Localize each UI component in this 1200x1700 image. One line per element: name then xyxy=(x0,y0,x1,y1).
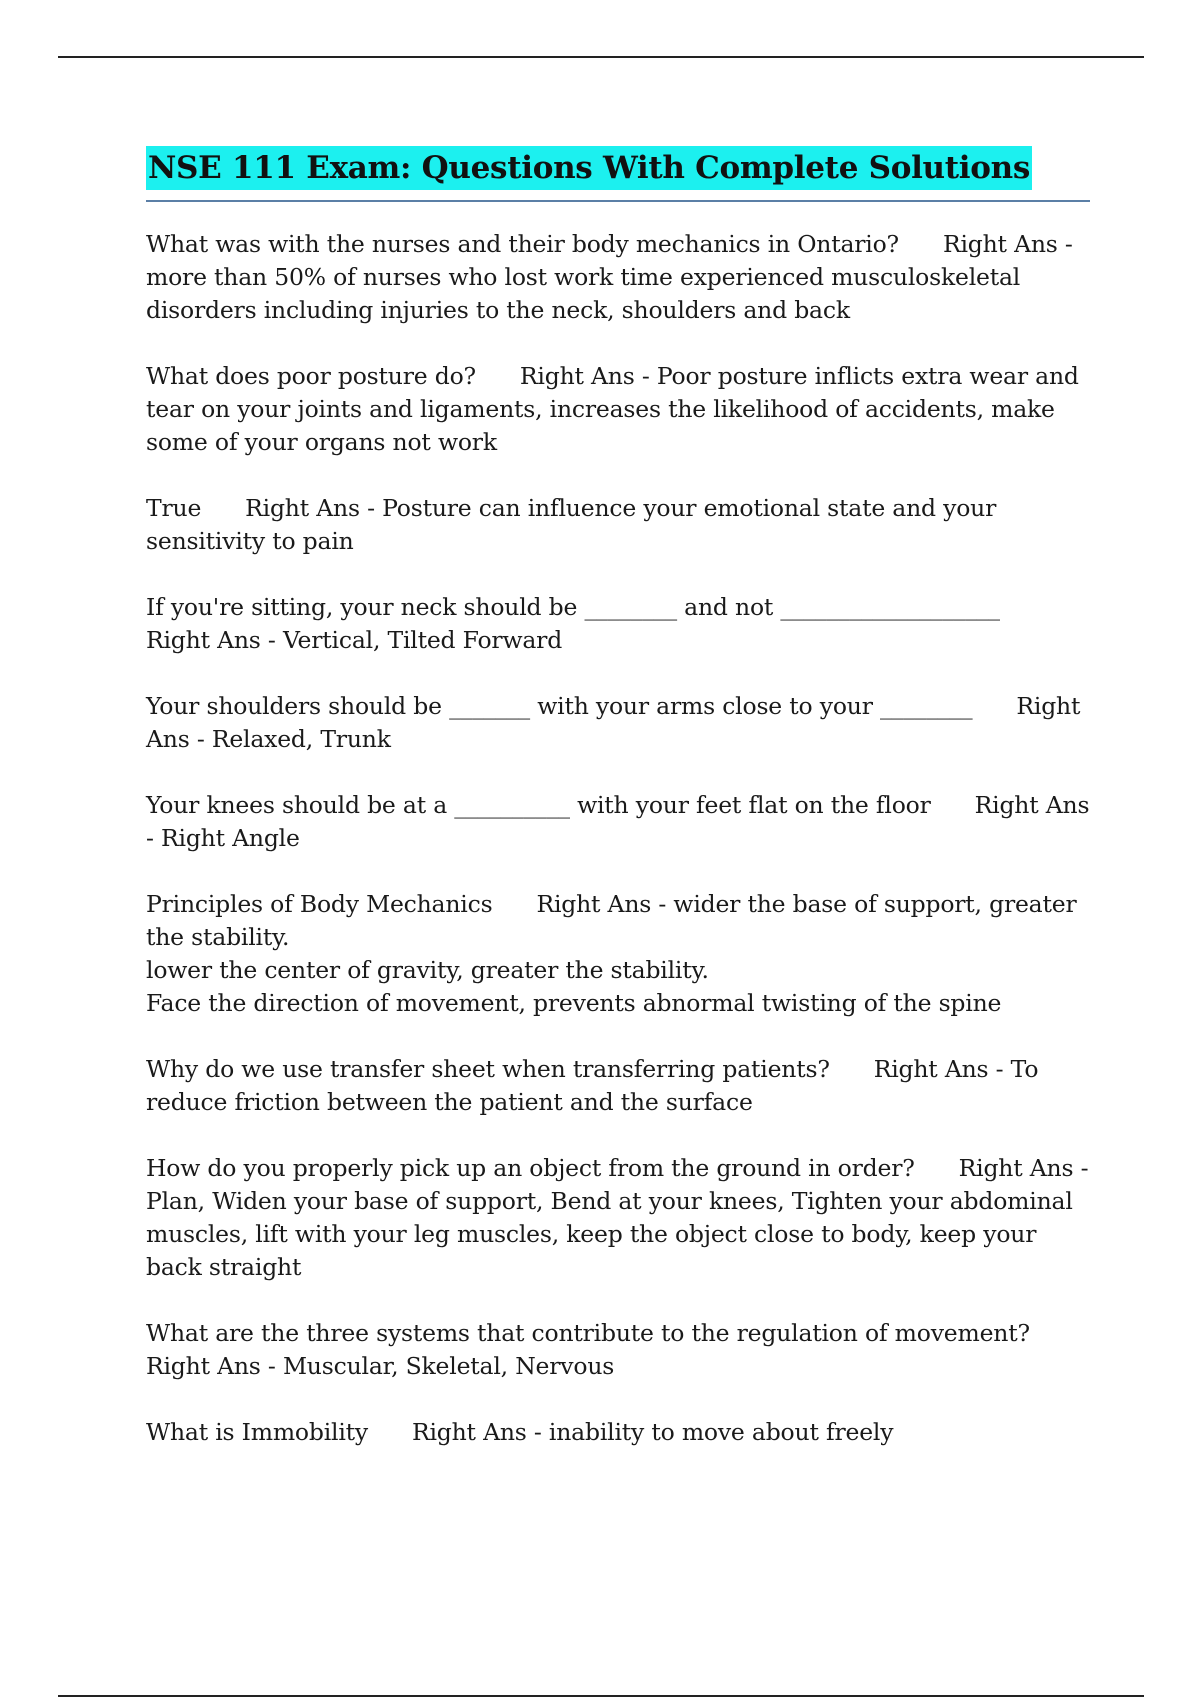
top-rule xyxy=(58,56,1144,58)
qa-item xyxy=(146,888,1090,1020)
answer-text: Right Ans - Right Angle xyxy=(146,791,1090,852)
answer-text: Right Ans - inability to move about freely xyxy=(411,1418,894,1446)
question-text: Why do we use transfer sheet when transferring patients? xyxy=(146,1055,830,1083)
answer-text: Right Ans - Poor posture inflicts extra wear and tear on your joints and ligaments, increases the likelihood of accidents, make some of your organs not work xyxy=(146,362,1079,456)
question-text: What is Immobility xyxy=(146,1418,368,1446)
answer-text: Right Ans - Vertical, Tilted Forward xyxy=(146,626,563,654)
question-text: Your shoulders should be _______ with your arms close to your ________ xyxy=(146,692,973,720)
question-text: What are the three systems that contribute to the regulation of movement? xyxy=(146,1319,1030,1347)
document-body xyxy=(146,146,1090,1482)
answer-continuation: Face the direction of movement, prevents abnormal twisting of the spine xyxy=(146,989,1002,1017)
question-text: True xyxy=(146,494,202,522)
qa-item xyxy=(146,1416,1090,1449)
qa-item xyxy=(146,591,1090,657)
question-text: Your knees should be at a __________ with your feet flat on the floor xyxy=(146,791,931,819)
answer-text: Right Ans - Plan, Widen your base of support, Bend at your knees, Tighten your abdominal muscles, lift with your leg muscles, keep the object close to body, keep your back straight xyxy=(146,1154,1089,1281)
document-title: NSE 111 Exam: Questions With Complete Solutions xyxy=(146,146,1032,190)
qa-item xyxy=(146,360,1090,459)
question-text: Principles of Body Mechanics xyxy=(146,890,493,918)
qa-item xyxy=(146,228,1090,327)
answer-text: Right Ans - Muscular, Skeletal, Nervous xyxy=(146,1352,615,1380)
qa-item xyxy=(146,1317,1090,1383)
question-text: How do you properly pick up an object from the ground in order? xyxy=(146,1154,915,1182)
qa-item xyxy=(146,1152,1090,1284)
qa-item xyxy=(146,690,1090,756)
question-text: If you're sitting, your neck should be ________ and not ___________________ xyxy=(146,593,1000,621)
answer-text: Right Ans - Posture can influence your emotional state and your sensitivity to pain xyxy=(146,494,997,555)
qa-item xyxy=(146,789,1090,855)
qa-item xyxy=(146,1053,1090,1119)
title-block xyxy=(146,146,1090,202)
answer-text: Right Ans - Relaxed, Trunk xyxy=(146,692,1081,753)
answer-continuation: lower the center of gravity, greater the stability. xyxy=(146,956,709,984)
answer-text: Right Ans - more than 50% of nurses who lost work time experienced musculoskeletal disorders including injuries to the neck, shoulders and back xyxy=(146,230,1073,324)
bottom-rule xyxy=(58,1695,1144,1697)
question-text: What does poor posture do? xyxy=(146,362,476,390)
question-text: What was with the nurses and their body mechanics in Ontario? xyxy=(146,230,899,258)
answer-text: Right Ans - To reduce friction between the patient and the surface xyxy=(146,1055,1039,1116)
qa-item xyxy=(146,492,1090,558)
answer-text: Right Ans - wider the base of support, greater the stability. xyxy=(146,890,1077,951)
